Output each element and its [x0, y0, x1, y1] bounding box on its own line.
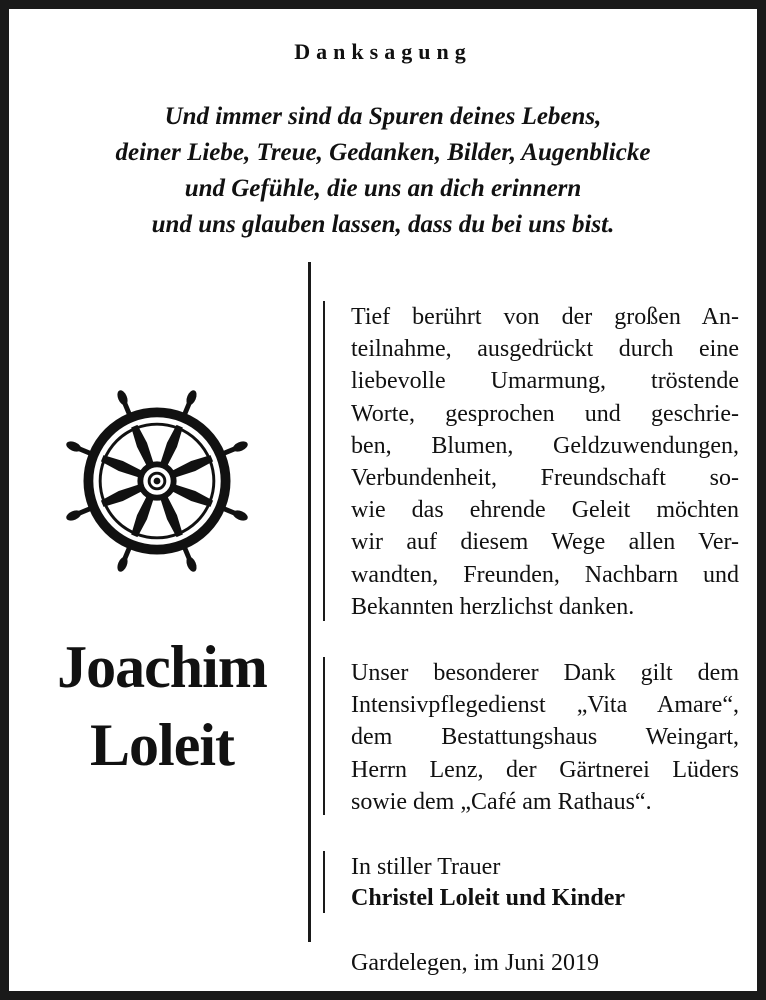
paragraph-rule — [323, 657, 325, 815]
deceased-last-name: Loleit — [90, 712, 234, 778]
paragraph-line: Intensivpflegedienst „Vita Amare“, — [351, 692, 739, 719]
poem-line: und uns glauben lassen, dass du bei uns bist. — [151, 211, 615, 238]
notice-heading: Danksagung — [294, 39, 472, 64]
paragraph-line: Verbundenheit, Freundschaft so- — [351, 465, 739, 492]
deceased-first-name: Joachim — [57, 634, 267, 700]
paragraph-line: liebevolle Umarmung, tröstende — [351, 368, 739, 395]
paragraph-line: wir auf diesem Wege allen Ver- — [351, 529, 739, 556]
memorial-poem — [49, 99, 717, 243]
paragraph-line: Worte, gesprochen und geschrie- — [351, 400, 739, 427]
ship-wheel-icon — [59, 383, 255, 579]
poem-line: und Gefühle, die uns an dich erinnern — [184, 175, 582, 202]
paragraph-line: wie das ehrende Geleit möchten — [351, 497, 739, 524]
paragraph-line: Unser besonderer Dank gilt dem — [351, 660, 739, 686]
vertical-divider — [308, 262, 311, 942]
paragraph-line: teilnahme, ausgedrückt durch eine — [351, 336, 739, 363]
paragraph-line: sowie dem „Café am Rathaus“. — [351, 788, 652, 815]
poem-line: Und immer sind da Spuren deines Lebens, — [164, 103, 602, 130]
mourning-line: In stiller Trauer — [351, 854, 501, 880]
thanks-paragraph — [351, 301, 739, 623]
paragraph-line: Bekannten herzlichst danken. — [351, 593, 635, 620]
paragraph-rule — [323, 301, 325, 621]
poem-line: deiner Liebe, Treue, Gedanken, Bilder, Augenblicke — [115, 139, 651, 166]
place-and-date: Gardelegen, im Juni 2019 — [351, 950, 599, 976]
paragraph-line: Herrn Lenz, der Gärtnerei Lüders — [351, 756, 739, 783]
paragraph-line: dem Bestattungshaus Weingart, — [351, 724, 739, 751]
paragraph-rule — [323, 851, 325, 913]
special-thanks-paragraph — [351, 657, 739, 818]
family-signature: Christel Loleit und Kinder — [351, 885, 626, 911]
paragraph-line: ben, Blumen, Geldzuwendungen, — [351, 432, 739, 459]
paragraph-line: Tief berührt von der großen An- — [351, 304, 739, 330]
paragraph-line: wandten, Freunden, Nachbarn und — [351, 561, 739, 588]
